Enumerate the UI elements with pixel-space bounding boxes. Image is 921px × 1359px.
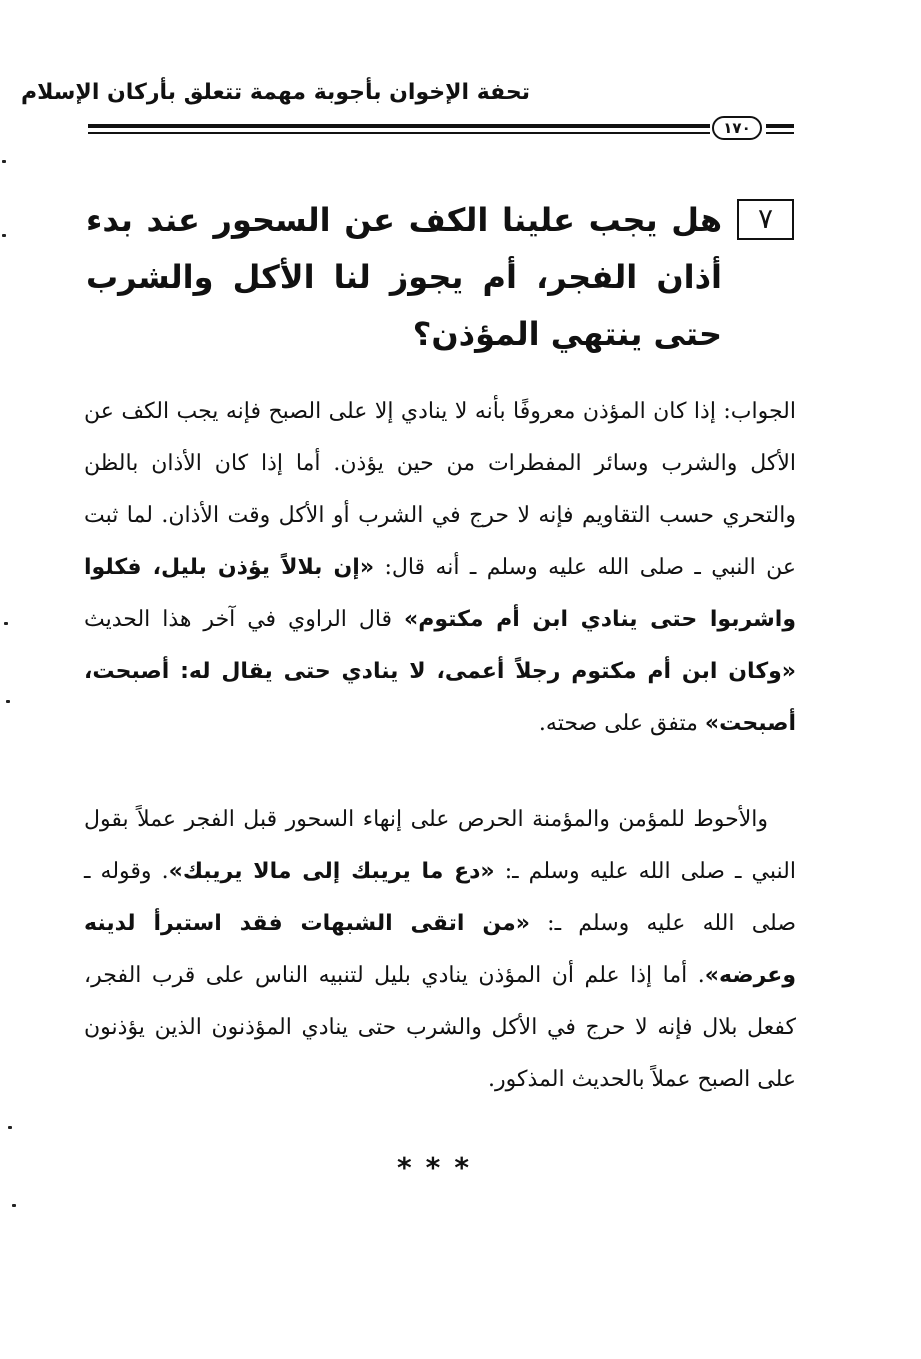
answer-paragraph-2 bbox=[84, 794, 796, 1106]
scan-speck bbox=[2, 160, 6, 163]
hadith-quote: «من اتقى الشبهات فقد استبرأ لدينه وعرضه» bbox=[84, 911, 796, 988]
answer-paragraph-1 bbox=[84, 386, 796, 750]
answer-text: . وقوله ـ صلى الله عليه وسلم ـ: bbox=[84, 859, 796, 936]
question-number: ٧ bbox=[757, 202, 774, 235]
question-number-box bbox=[737, 199, 794, 240]
scan-speck bbox=[12, 1204, 16, 1207]
section-separator: *** bbox=[397, 1151, 483, 1184]
hadith-quote: «وكان ابن أم مكتوم رجلاً أعمى، لا ينادي حتى يقال له: أصبحت، أصبحت» bbox=[84, 659, 796, 736]
running-header-title: تحفة الإخوان بأجوبة مهمة تتعلق بأركان الإسلام bbox=[20, 80, 530, 105]
scan-speck bbox=[4, 622, 8, 625]
answer-text: الجواب: إذا كان المؤذن معروفًا بأنه لا ينادي إلا على الصبح فإنه يجب الكف عن الأكل والشرب وسائر المفطرات من حين يؤذن. أما إذا كان الأذان بالظن والتحري حسب التقاويم فإنه لا حرج في الشرب أو الأكل وقت الأذان. لما ثبت عن النبي ـ صلى الله عليه وسلم ـ أنه قال: bbox=[84, 399, 797, 580]
answer-text: متفق على صحته. bbox=[538, 711, 705, 736]
header-rule-thick bbox=[88, 124, 710, 128]
header-rule-right-thick bbox=[766, 124, 794, 128]
scan-speck bbox=[8, 1126, 12, 1129]
header-rule-thin bbox=[88, 132, 710, 134]
scan-speck bbox=[2, 234, 6, 237]
hadith-quote: «دع ما يريبك إلى مالا يريبك» bbox=[168, 859, 495, 884]
answer-text: قال الراوي في آخر هذا الحديث bbox=[84, 607, 404, 632]
scan-speck bbox=[6, 700, 10, 703]
answer-text: . أما إذا علم أن المؤذن ينادي بليل لتنبيه الناس على قرب الفجر، كفعل بلال فإنه لا حرج في الأكل والشرب حتى ينادي المؤذنون الذين يؤذنون على الصبح عملاً بالحديث المذكور. bbox=[84, 963, 796, 1092]
answer-text: والأحوط للمؤمن والمؤمنة الحرص على إنهاء السحور قبل الفجر عملاً بقول النبي ـ صلى الله عليه وسلم ـ: bbox=[84, 807, 796, 884]
hadith-quote: «إن بلالاً يؤذن بليل، فكلوا واشربوا حتى ينادي ابن أم مكتوم» bbox=[84, 555, 796, 632]
page-number: ١٧٠ bbox=[712, 116, 762, 140]
header-rule-right-thin bbox=[766, 132, 794, 134]
question-text: هل يجب علينا الكف عن السحور عند بدء أذان الفجر، أم يجوز لنا الأكل والشرب حتى ينتهي المؤذن؟ bbox=[86, 201, 722, 353]
